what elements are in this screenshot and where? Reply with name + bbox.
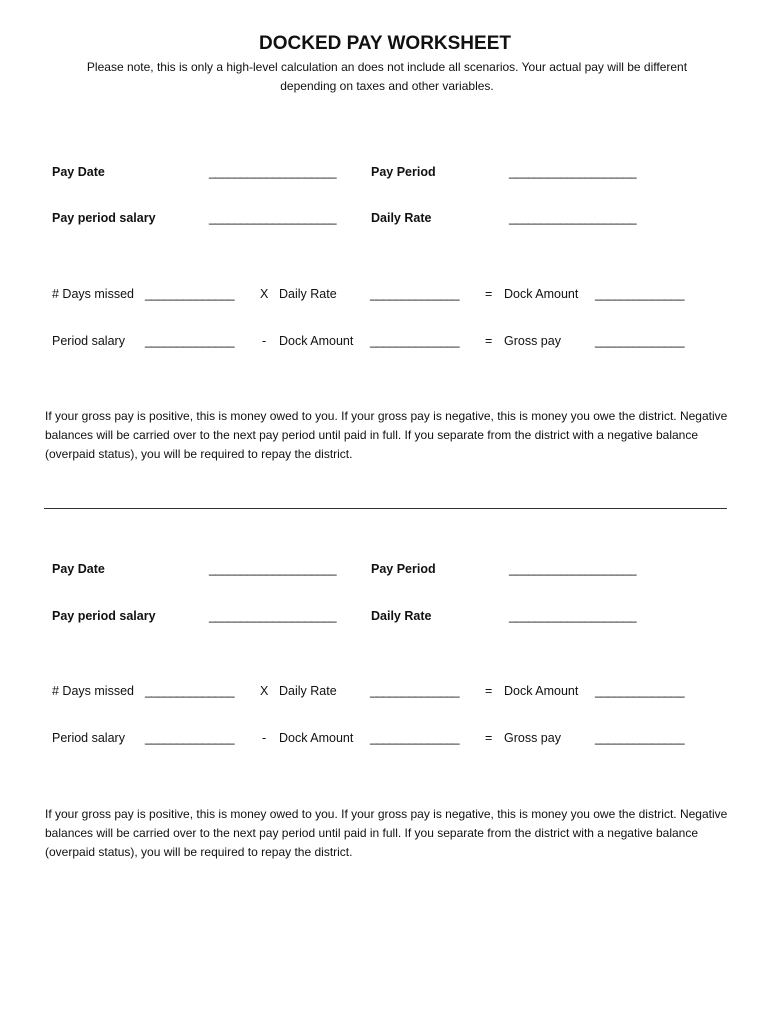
dock-amount-calc-field[interactable]: ______________ [370,731,459,745]
equals-operator: = [485,731,493,745]
dock-amount-label: Dock Amount [504,287,579,301]
gross-pay-explanation: If your gross pay is positive, this is money owed to you. If your gross pay is negative, this is money you owe the district. Negative balances will be carried over to the next pay period until paid in full. If you separate from the district with a negative balance (overpaid status), you will be required to repay the district. [45,807,728,859]
gross-pay-explanation: If your gross pay is positive, this is money owed to you. If your gross pay is negative, this is money you owe the district. Negative balances will be carried over to the next pay period until paid in full. If you separate from the district with a negative balance (overpaid status), you will be required to repay the district. [45,409,728,461]
pay-period-field[interactable]: ____________________ [509,562,637,576]
pay-date-field[interactable]: ____________________ [209,165,337,179]
daily-rate-label: Daily Rate [371,609,432,623]
pay-period-salary-label: Pay period salary [52,211,156,225]
minus-operator: - [262,334,267,348]
daily-rate-calc-field[interactable]: ______________ [370,684,459,698]
pay-period-salary-field[interactable]: ____________________ [209,211,337,225]
section-divider [44,508,727,509]
days-missed-field[interactable]: ______________ [145,287,234,301]
pay-period-salary-label: Pay period salary [52,609,156,623]
days-missed-label: # Days missed [52,287,134,301]
pay-date-field[interactable]: ____________________ [209,562,337,576]
days-missed-label: # Days missed [52,684,134,698]
minus-operator: - [262,731,267,745]
daily-rate-calc-field[interactable]: ______________ [370,287,459,301]
period-salary-label: Period salary [52,334,125,348]
equals-operator: = [485,684,493,698]
period-salary-field[interactable]: ______________ [145,731,234,745]
gross-pay-field[interactable]: ______________ [595,334,684,348]
pay-period-salary-field[interactable]: ____________________ [209,609,337,623]
daily-rate-field[interactable]: ____________________ [509,609,637,623]
period-salary-label: Period salary [52,731,125,745]
dock-amount-field[interactable]: ______________ [595,287,684,301]
pay-period-label: Pay Period [371,562,436,576]
times-operator: X [260,287,269,301]
dock-amount-label: Dock Amount [504,684,579,698]
equals-operator: = [485,287,493,301]
pay-period-label: Pay Period [371,165,436,179]
dock-amount-calc-label: Dock Amount [279,731,354,745]
gross-pay-label: Gross pay [504,334,561,348]
daily-rate-field[interactable]: ____________________ [509,211,637,225]
pay-period-field[interactable]: ____________________ [509,165,637,179]
dock-amount-calc-field[interactable]: ______________ [370,334,459,348]
intro-note: Please note, this is only a high-level calculation an does not include all scenarios. Your actual pay will be different depending on taxes and other variables. [86,60,688,93]
daily-rate-calc-label: Daily Rate [279,287,337,301]
equals-operator: = [485,334,493,348]
daily-rate-label: Daily Rate [371,211,432,225]
dock-amount-calc-label: Dock Amount [279,334,354,348]
gross-pay-field[interactable]: ______________ [595,731,684,745]
page-title: DOCKED PAY WORKSHEET [259,33,511,54]
pay-date-label: Pay Date [52,562,105,576]
pay-date-label: Pay Date [52,165,105,179]
days-missed-field[interactable]: ______________ [145,684,234,698]
period-salary-field[interactable]: ______________ [145,334,234,348]
dock-amount-field[interactable]: ______________ [595,684,684,698]
daily-rate-calc-label: Daily Rate [279,684,337,698]
gross-pay-label: Gross pay [504,731,561,745]
times-operator: X [260,684,269,698]
